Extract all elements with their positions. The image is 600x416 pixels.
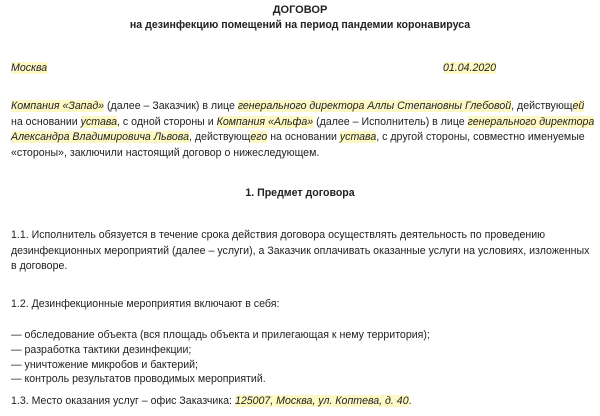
preamble-text: , действующ — [511, 100, 573, 112]
list-item: — обследование объекта (вся площадь объекта и прилегающая к нему территория); — [11, 329, 430, 341]
customer-basis: устава — [80, 115, 118, 128]
list-item: — уничтожение микробов и бактерий; — [11, 358, 198, 371]
measures-list — [11, 328, 430, 387]
list-item: — контроль результатов проводимых мероприятий. — [11, 373, 266, 386]
list-item: — разработка тактики дезинфекции; — [11, 343, 192, 356]
contract-date — [443, 61, 496, 77]
section-heading: 1. Предмет договора — [245, 187, 355, 199]
contractor-name: Компания «Альфа» — [216, 115, 314, 128]
clause-1-2: 1.2. Дезинфекционные мероприятия включают в себя: — [11, 298, 280, 310]
customer-name: Компания «Запад» — [11, 100, 105, 112]
preamble-ending: ей — [572, 100, 585, 112]
service-address: 125007, Москва, ул. Коптева, д. 40 — [234, 395, 409, 407]
contractor-representative: генерального директора Александра Владимировича Львова — [11, 115, 595, 143]
preamble-ending: его — [250, 131, 268, 143]
preamble-text: на основании — [267, 131, 340, 143]
date-value: 01.04.2020 — [443, 62, 497, 74]
preamble-paragraph — [11, 99, 596, 161]
preamble-text: , с другой стороны, совместно именуемые «стороны», заключили настоящий договор о нижеследующем. — [11, 131, 585, 159]
clause-1-3 — [11, 394, 591, 410]
preamble-text: , действующ — [188, 131, 251, 143]
preamble-text: (далее – Заказчик) в лице — [104, 100, 238, 112]
place-value: Москва — [11, 62, 48, 74]
contractor-basis: устава — [339, 131, 377, 143]
clause-1-1: 1.1. Исполнитель обязуется в течение срока действия договора осуществлять деятельность по проведению дезинфекционных мероприятий (далее – услуги), а Заказчик оплачивать оказанные услуги на условиях, изложенных в договоре. — [11, 229, 590, 272]
contract-place — [11, 61, 47, 77]
preamble-text: (далее – Исполнитель) в лице — [313, 115, 468, 128]
document-title: ДОГОВОР — [272, 4, 328, 16]
document-subtitle: на дезинфекцию помещений на период пандемии коронавируса — [129, 19, 471, 31]
preamble-text: на основании — [11, 115, 81, 128]
clause-1-3-end: . — [408, 395, 412, 407]
preamble-text: , с одной стороны и — [117, 115, 217, 128]
clause-1-3-text: 1.3. Место оказания услуг – офис Заказчика: — [11, 395, 235, 407]
customer-representative: генерального директора Аллы Степановны Глебовой — [237, 100, 512, 112]
